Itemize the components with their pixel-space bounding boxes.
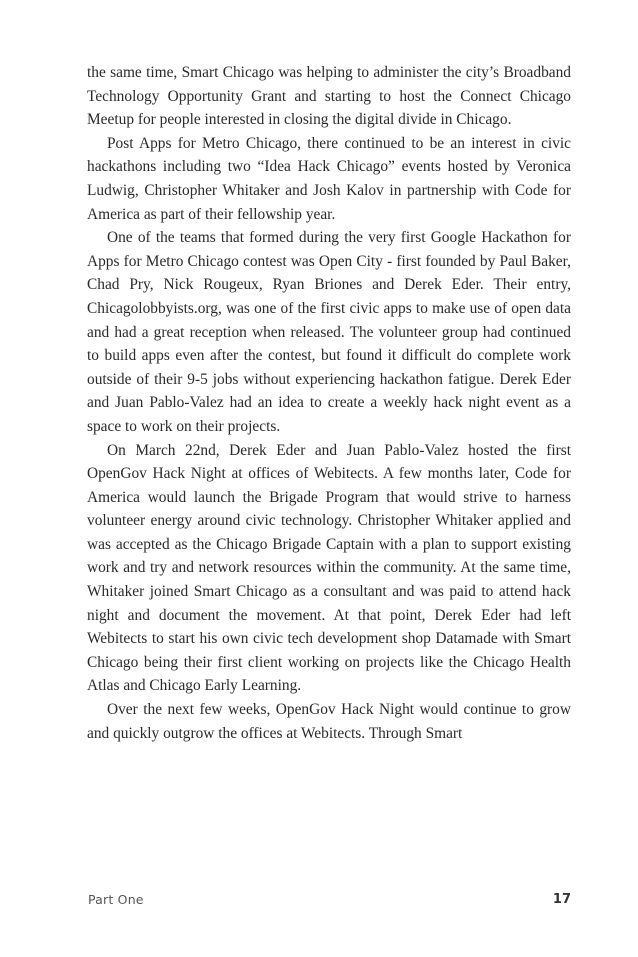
body-text — [87, 61, 571, 745]
paragraph-open-city: One of the teams that formed during the very first Google Hackathon for Apps for Metro Chicago contest was Open City - first founded by Paul Baker, Chad Pry, Nick Rougeux, Ryan Briones and Derek Eder. Their entry, Chicagolobbyists.org, was one of the first civic apps to make use of open data and had a great reception when released. The volunteer group had continued to build apps even after the contest, but found it difficult do complete work outside of their 9-5 jobs without experiencing hackathon fatigue. Derek Eder and Juan Pablo-Valez had an idea to create a weekly hack night event as a space to work on their projects. — [87, 229, 571, 435]
paragraph-growth: Over the next few weeks, OpenGov Hack Night would continue to grow and quickly outgrow the offices at Webitects. Through Smart — [87, 701, 571, 742]
paragraph-hack-night: On March 22nd, Derek Eder and Juan Pablo-Valez hosted the first OpenGov Hack Night at offices of Webitects. A few months later, Code for America would launch the Brigade Program that would strive to harness volunteer energy around civic technology. Christopher Whitaker applied and was accepted as the Chicago Brigade Captain with a plan to support existing work and try and network resources within the community. At the same time, Whitaker joined Smart Chicago as a consultant and was paid to attend hack night and document the movement. At that point, Derek Eder had left Webitects to start his own civic tech development shop Datamade with Smart Chicago being their first client working on projects like the Chicago Health Atlas and Chicago Early Learning. — [87, 441, 571, 695]
page-number: 17 — [552, 892, 571, 907]
paragraph-post-apps: Post Apps for Metro Chicago, there continued to be an interest in civic hackathons including two “Idea Hack Chicago” events hosted by Veronica Ludwig, Christopher Whitaker and Josh Kalov in partnership with Code for America as part of their fellowship year. — [87, 134, 571, 223]
paragraph-continuation: the same time, Smart Chicago was helping to administer the city’s Broadband Technology Opportunity Grant and starting to host the Connect Chicago Meetup for people interested in closing the digital divide in Chicago. — [87, 64, 571, 129]
footer-section-title: Part One — [88, 892, 144, 907]
